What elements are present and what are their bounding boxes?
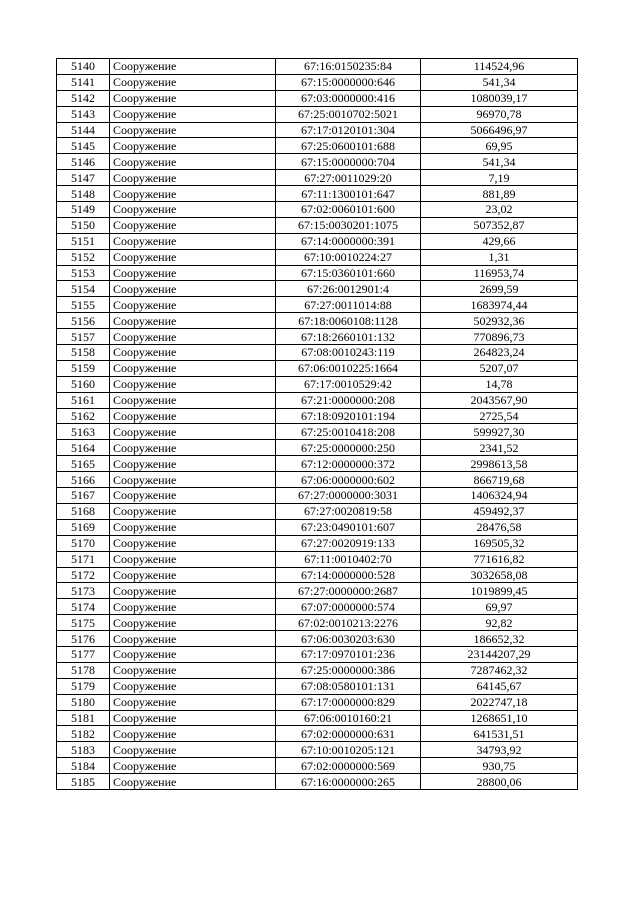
object-type-cell: Сооружение — [110, 329, 276, 345]
object-type-cell: Сооружение — [110, 249, 276, 265]
object-type-cell: Сооружение — [110, 710, 276, 726]
value-cell: 186652,32 — [421, 631, 578, 647]
row-number-cell: 5170 — [57, 535, 110, 551]
cadastral-number-cell: 67:18:0920101:194 — [276, 408, 421, 424]
value-cell: 2043567,90 — [421, 392, 578, 408]
value-cell: 770896,73 — [421, 329, 578, 345]
value-cell: 641531,51 — [421, 726, 578, 742]
row-number-cell: 5140 — [57, 59, 110, 75]
object-type-cell: Сооружение — [110, 726, 276, 742]
value-cell: 1268651,10 — [421, 710, 578, 726]
value-cell: 7,19 — [421, 170, 578, 186]
cadastral-number-cell: 67:06:0030203:630 — [276, 631, 421, 647]
cadastral-number-cell: 67:08:0580101:131 — [276, 678, 421, 694]
table-row — [57, 408, 578, 424]
table-row — [57, 710, 578, 726]
value-cell: 5207,07 — [421, 360, 578, 376]
object-type-cell: Сооружение — [110, 599, 276, 615]
object-type-cell: Сооружение — [110, 631, 276, 647]
cadastral-number-cell: 67:17:0120101:304 — [276, 122, 421, 138]
object-type-cell: Сооружение — [110, 456, 276, 472]
table-row — [57, 297, 578, 313]
cadastral-number-cell: 67:25:0000000:386 — [276, 662, 421, 678]
table-row — [57, 154, 578, 170]
value-cell: 2699,59 — [421, 281, 578, 297]
value-cell: 2998613,58 — [421, 456, 578, 472]
cadastral-number-cell: 67:02:0000000:569 — [276, 758, 421, 774]
value-cell: 541,34 — [421, 154, 578, 170]
value-cell: 2341,52 — [421, 440, 578, 456]
object-type-cell: Сооружение — [110, 122, 276, 138]
object-type-cell: Сооружение — [110, 202, 276, 218]
table-row — [57, 424, 578, 440]
cadastral-number-cell: 67:27:0020819:58 — [276, 503, 421, 519]
cadastral-number-cell: 67:17:0970101:236 — [276, 646, 421, 662]
value-cell: 116953,74 — [421, 265, 578, 281]
row-number-cell: 5153 — [57, 265, 110, 281]
object-type-cell: Сооружение — [110, 313, 276, 329]
row-number-cell: 5141 — [57, 74, 110, 90]
row-number-cell: 5172 — [57, 567, 110, 583]
value-cell: 429,66 — [421, 233, 578, 249]
cadastral-number-cell: 67:10:0010224:27 — [276, 249, 421, 265]
object-type-cell: Сооружение — [110, 106, 276, 122]
object-type-cell: Сооружение — [110, 360, 276, 376]
table-row — [57, 122, 578, 138]
cadastral-number-cell: 67:25:0010702:5021 — [276, 106, 421, 122]
table-row — [57, 233, 578, 249]
table-row — [57, 535, 578, 551]
value-cell: 5066496,97 — [421, 122, 578, 138]
object-type-cell: Сооружение — [110, 138, 276, 154]
object-type-cell: Сооружение — [110, 440, 276, 456]
object-type-cell: Сооружение — [110, 345, 276, 361]
cadastral-number-cell: 67:15:0030201:1075 — [276, 217, 421, 233]
table-row — [57, 249, 578, 265]
table-row — [57, 440, 578, 456]
value-cell: 28476,58 — [421, 519, 578, 535]
cadastral-number-cell: 67:17:0010529:42 — [276, 376, 421, 392]
table-row — [57, 202, 578, 218]
row-number-cell: 5173 — [57, 583, 110, 599]
cadastral-number-cell: 67:07:0000000:574 — [276, 599, 421, 615]
value-cell: 2022747,18 — [421, 694, 578, 710]
cadastral-number-cell: 67:27:0011014:88 — [276, 297, 421, 313]
cadastral-number-cell: 67:15:0000000:646 — [276, 74, 421, 90]
cadastral-number-cell: 67:11:0010402:70 — [276, 551, 421, 567]
cadastral-number-cell: 67:25:0600101:688 — [276, 138, 421, 154]
table-row — [57, 106, 578, 122]
row-number-cell: 5179 — [57, 678, 110, 694]
value-cell: 69,97 — [421, 599, 578, 615]
cadastral-number-cell: 67:15:0360101:660 — [276, 265, 421, 281]
row-number-cell: 5151 — [57, 233, 110, 249]
table-row — [57, 90, 578, 106]
row-number-cell: 5171 — [57, 551, 110, 567]
object-type-cell: Сооружение — [110, 615, 276, 631]
table-row — [57, 74, 578, 90]
row-number-cell: 5174 — [57, 599, 110, 615]
value-cell: 69,95 — [421, 138, 578, 154]
row-number-cell: 5161 — [57, 392, 110, 408]
row-number-cell: 5183 — [57, 742, 110, 758]
cadastral-number-cell: 67:02:0060101:600 — [276, 202, 421, 218]
row-number-cell: 5176 — [57, 631, 110, 647]
object-type-cell: Сооружение — [110, 186, 276, 202]
object-type-cell: Сооружение — [110, 281, 276, 297]
cadastral-number-cell: 67:17:0000000:829 — [276, 694, 421, 710]
cadastral-number-cell: 67:10:0010205:121 — [276, 742, 421, 758]
object-type-cell: Сооружение — [110, 154, 276, 170]
value-cell: 1683974,44 — [421, 297, 578, 313]
cadastral-number-cell: 67:08:0010243:119 — [276, 345, 421, 361]
table-row — [57, 694, 578, 710]
value-cell: 541,34 — [421, 74, 578, 90]
value-cell: 7287462,32 — [421, 662, 578, 678]
value-cell: 3032658,08 — [421, 567, 578, 583]
row-number-cell: 5175 — [57, 615, 110, 631]
table-row — [57, 646, 578, 662]
cadastral-number-cell: 67:27:0000000:3031 — [276, 488, 421, 504]
table-row — [57, 678, 578, 694]
cadastral-number-cell: 67:12:0000000:372 — [276, 456, 421, 472]
table-row — [57, 329, 578, 345]
row-number-cell: 5177 — [57, 646, 110, 662]
table-row — [57, 774, 578, 790]
value-cell: 771616,82 — [421, 551, 578, 567]
cadastral-number-cell: 67:02:0000000:631 — [276, 726, 421, 742]
object-type-cell: Сооружение — [110, 694, 276, 710]
cadastral-number-cell: 67:06:0010160:21 — [276, 710, 421, 726]
cadastral-number-cell: 67:27:0000000:2687 — [276, 583, 421, 599]
row-number-cell: 5168 — [57, 503, 110, 519]
value-cell: 930,75 — [421, 758, 578, 774]
cadastral-number-cell: 67:23:0490101:607 — [276, 519, 421, 535]
object-type-cell: Сооружение — [110, 503, 276, 519]
table-row — [57, 186, 578, 202]
table-row — [57, 726, 578, 742]
row-number-cell: 5147 — [57, 170, 110, 186]
row-number-cell: 5142 — [57, 90, 110, 106]
cadastral-number-cell: 67:21:0000000:208 — [276, 392, 421, 408]
row-number-cell: 5159 — [57, 360, 110, 376]
table-row — [57, 170, 578, 186]
cadastral-number-cell: 67:18:2660101:132 — [276, 329, 421, 345]
object-type-cell: Сооружение — [110, 74, 276, 90]
row-number-cell: 5155 — [57, 297, 110, 313]
table-row — [57, 217, 578, 233]
cadastral-number-cell: 67:27:0011029:20 — [276, 170, 421, 186]
table-row — [57, 138, 578, 154]
object-type-cell: Сооружение — [110, 774, 276, 790]
table-row — [57, 742, 578, 758]
object-type-cell: Сооружение — [110, 297, 276, 313]
table-row — [57, 313, 578, 329]
cadastral-number-cell: 67:14:0000000:391 — [276, 233, 421, 249]
value-cell: 2725,54 — [421, 408, 578, 424]
row-number-cell: 5149 — [57, 202, 110, 218]
table-row — [57, 360, 578, 376]
value-cell: 34793,92 — [421, 742, 578, 758]
value-cell: 14,78 — [421, 376, 578, 392]
table-row — [57, 519, 578, 535]
row-number-cell: 5143 — [57, 106, 110, 122]
value-cell: 64145,67 — [421, 678, 578, 694]
object-type-cell: Сооружение — [110, 662, 276, 678]
object-type-cell: Сооружение — [110, 265, 276, 281]
cadastral-number-cell: 67:14:0000000:528 — [276, 567, 421, 583]
table-row — [57, 345, 578, 361]
cadastral-number-cell: 67:26:0012901:4 — [276, 281, 421, 297]
value-cell: 866719,68 — [421, 472, 578, 488]
row-number-cell: 5157 — [57, 329, 110, 345]
cadastral-number-cell: 67:06:0010225:1664 — [276, 360, 421, 376]
row-number-cell: 5167 — [57, 488, 110, 504]
table-row — [57, 615, 578, 631]
object-type-cell: Сооружение — [110, 90, 276, 106]
value-cell: 1,31 — [421, 249, 578, 265]
row-number-cell: 5162 — [57, 408, 110, 424]
row-number-cell: 5145 — [57, 138, 110, 154]
cadastral-number-cell: 67:06:0000000:602 — [276, 472, 421, 488]
row-number-cell: 5165 — [57, 456, 110, 472]
table-row — [57, 551, 578, 567]
cadastral-number-cell: 67:18:0060108:1128 — [276, 313, 421, 329]
cadastral-number-cell: 67:16:0150235:84 — [276, 59, 421, 75]
object-type-cell: Сооружение — [110, 59, 276, 75]
row-number-cell: 5152 — [57, 249, 110, 265]
table-row — [57, 488, 578, 504]
registry-table-body — [57, 59, 578, 790]
value-cell: 1019899,45 — [421, 583, 578, 599]
row-number-cell: 5158 — [57, 345, 110, 361]
row-number-cell: 5182 — [57, 726, 110, 742]
row-number-cell: 5148 — [57, 186, 110, 202]
row-number-cell: 5164 — [57, 440, 110, 456]
object-type-cell: Сооружение — [110, 678, 276, 694]
value-cell: 114524,96 — [421, 59, 578, 75]
value-cell: 28800,06 — [421, 774, 578, 790]
value-cell: 264823,24 — [421, 345, 578, 361]
row-number-cell: 5154 — [57, 281, 110, 297]
cadastral-number-cell: 67:25:0010418:208 — [276, 424, 421, 440]
row-number-cell: 5166 — [57, 472, 110, 488]
object-type-cell: Сооружение — [110, 488, 276, 504]
cadastral-number-cell: 67:02:0010213:2276 — [276, 615, 421, 631]
cadastral-number-cell: 67:16:0000000:265 — [276, 774, 421, 790]
object-type-cell: Сооружение — [110, 551, 276, 567]
row-number-cell: 5184 — [57, 758, 110, 774]
object-type-cell: Сооружение — [110, 408, 276, 424]
value-cell: 459492,37 — [421, 503, 578, 519]
value-cell: 23144207,29 — [421, 646, 578, 662]
row-number-cell: 5178 — [57, 662, 110, 678]
object-type-cell: Сооружение — [110, 583, 276, 599]
table-row — [57, 631, 578, 647]
row-number-cell: 5180 — [57, 694, 110, 710]
row-number-cell: 5185 — [57, 774, 110, 790]
value-cell: 502932,36 — [421, 313, 578, 329]
table-row — [57, 599, 578, 615]
table-row — [57, 392, 578, 408]
value-cell: 96970,78 — [421, 106, 578, 122]
row-number-cell: 5150 — [57, 217, 110, 233]
row-number-cell: 5160 — [57, 376, 110, 392]
object-type-cell: Сооружение — [110, 424, 276, 440]
table-row — [57, 281, 578, 297]
registry-table — [56, 58, 578, 790]
table-row — [57, 583, 578, 599]
value-cell: 92,82 — [421, 615, 578, 631]
row-number-cell: 5181 — [57, 710, 110, 726]
value-cell: 507352,87 — [421, 217, 578, 233]
object-type-cell: Сооружение — [110, 646, 276, 662]
table-row — [57, 265, 578, 281]
object-type-cell: Сооружение — [110, 392, 276, 408]
cadastral-number-cell: 67:27:0020919:133 — [276, 535, 421, 551]
object-type-cell: Сооружение — [110, 535, 276, 551]
table-row — [57, 472, 578, 488]
value-cell: 1406324,94 — [421, 488, 578, 504]
table-row — [57, 662, 578, 678]
object-type-cell: Сооружение — [110, 567, 276, 583]
cadastral-number-cell: 67:15:0000000:704 — [276, 154, 421, 170]
row-number-cell: 5146 — [57, 154, 110, 170]
cadastral-number-cell: 67:11:1300101:647 — [276, 186, 421, 202]
table-row — [57, 758, 578, 774]
object-type-cell: Сооружение — [110, 217, 276, 233]
table-row — [57, 567, 578, 583]
row-number-cell: 5156 — [57, 313, 110, 329]
value-cell: 23,02 — [421, 202, 578, 218]
cadastral-number-cell: 67:03:0000000:416 — [276, 90, 421, 106]
table-row — [57, 59, 578, 75]
value-cell: 599927,30 — [421, 424, 578, 440]
table-row — [57, 503, 578, 519]
value-cell: 881,89 — [421, 186, 578, 202]
object-type-cell: Сооружение — [110, 472, 276, 488]
value-cell: 1080039,17 — [421, 90, 578, 106]
row-number-cell: 5169 — [57, 519, 110, 535]
object-type-cell: Сооружение — [110, 233, 276, 249]
value-cell: 169505,32 — [421, 535, 578, 551]
object-type-cell: Сооружение — [110, 758, 276, 774]
table-row — [57, 376, 578, 392]
object-type-cell: Сооружение — [110, 170, 276, 186]
row-number-cell: 5144 — [57, 122, 110, 138]
cadastral-number-cell: 67:25:0000000:250 — [276, 440, 421, 456]
row-number-cell: 5163 — [57, 424, 110, 440]
object-type-cell: Сооружение — [110, 376, 276, 392]
object-type-cell: Сооружение — [110, 519, 276, 535]
object-type-cell: Сооружение — [110, 742, 276, 758]
table-row — [57, 456, 578, 472]
